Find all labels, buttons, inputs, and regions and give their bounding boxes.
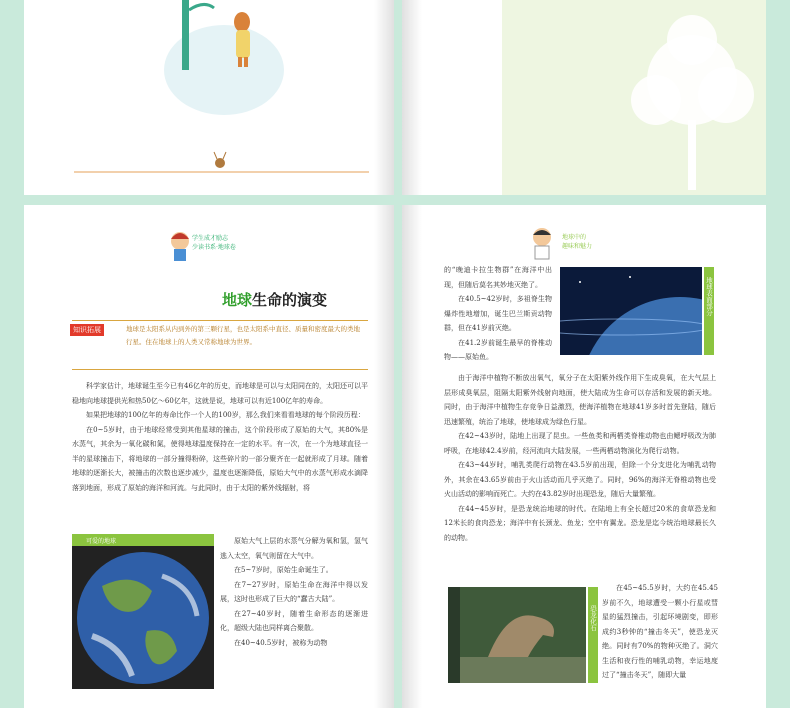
dinosaur-icon xyxy=(448,587,586,683)
white-tree-icon xyxy=(626,10,756,190)
planet-image xyxy=(560,267,702,355)
dino-caption-bar xyxy=(588,587,598,683)
girl-and-tree-illustration xyxy=(24,0,394,195)
tip-badge: 知识拓展 xyxy=(70,324,104,336)
top-left-page xyxy=(24,0,394,195)
page-title: 地球生命的演变 xyxy=(222,291,328,309)
planet-caption: 地球表面部分 xyxy=(705,277,713,316)
bottom-right-page xyxy=(402,205,766,708)
earth-image xyxy=(72,534,214,689)
right-bottom-text: 在45~45.5岁时，大约在45.45岁前不久，地球遭受一颗小行星或彗星的猛烈撞击，引起环境剧变，即形成约3秒钟的“撞击冬天”，使恐龙灭绝。同时有70%的物种灭绝了。洞穴生活和夜行性的哺乳动物，幸运地度过了“撞击冬天”，随即大量 xyxy=(602,584,718,679)
series-logo-right: 地球中的 趣味和魅力 xyxy=(562,234,593,250)
dinosaur-image xyxy=(448,587,586,683)
left-side-text: 原始大气上层的水蒸气分解为氧和氢，氢气逃入太空，氧气则留在大气中。 在5~7岁时，原始生命诞生了。 在7~27岁时，原始生命在海洋中得以发展，这时也形成了巨大的“蠢古大陆”。 在27~40岁时，随着生命形态的逐渐进化，超级大陆也同样离合聚散。 在40~40.5岁时，被称为动物 xyxy=(220,537,368,647)
bottom-left-page xyxy=(24,205,394,708)
right-top-text: 的“晚迪卡拉生物群”在海洋中出现，但随后莫名其妙地灭绝了。 在40.5~42岁时，多祖脊生物爆炸性地增加，诞生巴兰斯贡动物群，但在41岁前灭绝。 在41.2岁前诞生最早的脊椎动物——原始鱼。 xyxy=(444,266,552,361)
right-body-text: 由于海洋中植物不断放出氧气，氧分子在太阳紫外线作用下生成臭氧，在大气层上层形成臭氧层，阻隔太阳紫外线射向地面，使大陆成为生命可以存活和发展的新天地。同时，由于海洋中植物生存竞争日益激烈，使海洋植物在地球41岁多时首先登陆，随后迅速繁殖，统治了地球，使地球成为绿色行星。 在42~43岁时，陆地上出现了昆虫。一些鱼类和两栖类脊椎动物也由鳃呼吸改为肺呼吸，在地球42.4岁前，经河流向大陆发展，一些两栖动物演化为爬行动物。 在43~44岁时，哺乳类爬行动物在43.5岁前出现，但除一个分支进化为哺乳动物外，其余在43.65岁前由于火山活动而几乎灭绝了。同时，96%的海洋无脊椎动物也受火山活动的影响而死亡。大约在43.82岁时出现恐龙，随后大量繁殖。 在44~45岁时，是恐龙统治地球的时代。在陆地上有全长超过20米的食草恐龙和12米长的食肉恐龙；海洋中有长颈龙、鱼龙；空中有翼龙。恐龙是迄今统治地球最长久的动物。 xyxy=(444,374,716,542)
top-right-page xyxy=(402,0,766,195)
deer-icon xyxy=(214,152,226,168)
scientist-mascot-icon xyxy=(528,225,558,261)
dino-caption: 恐龙化石 xyxy=(589,605,597,631)
planet-icon xyxy=(560,267,702,355)
earth-caption: 可爱的地球 xyxy=(86,538,117,545)
series-logo: 学生成才励志 少读书系·地球卷 xyxy=(192,235,236,251)
earth-globe-icon xyxy=(72,546,214,689)
tip-text: 地球是太阳系从内到外的第三颗行星，也是太阳系中直径、质量和密度最大的类地行星。住在地球上的人类又常称地球为世界。 xyxy=(126,325,360,346)
knowledge-tip-box xyxy=(72,320,368,370)
left-body-text: 科学家估计，地球诞生至今已有46亿年的历史，而地球是可以与太阳同在的，太阳还可以平稳地向地球提供光和热50亿～60亿年，这就是说，地球可以有近100亿年的寿命。 如果把地球的100亿年的寿命比作一个人的100岁，那么我们来看看地球的每个阶段历程： 在0~5岁时，由于地球经常受到其他星球的撞击，这个阶段形成了原始的大气，其80%是水蒸气，其余为一氧化碳和氮，使得地球温度保持在一定的水平。有一次，在一个为地球直径一半的星球撞击下，将地球的一部分撞得粉碎，这些碎片的一部分聚齐在一起就形成了月球。随着地球的逐渐长大，被撞击的次数也逐步减少，温度也逐渐降低，原始大气中的水蒸气形成水滴降落到地面，形成了原始的海洋和河流。与此同时，由于太阳的紫外线辐射，将 xyxy=(72,382,368,492)
